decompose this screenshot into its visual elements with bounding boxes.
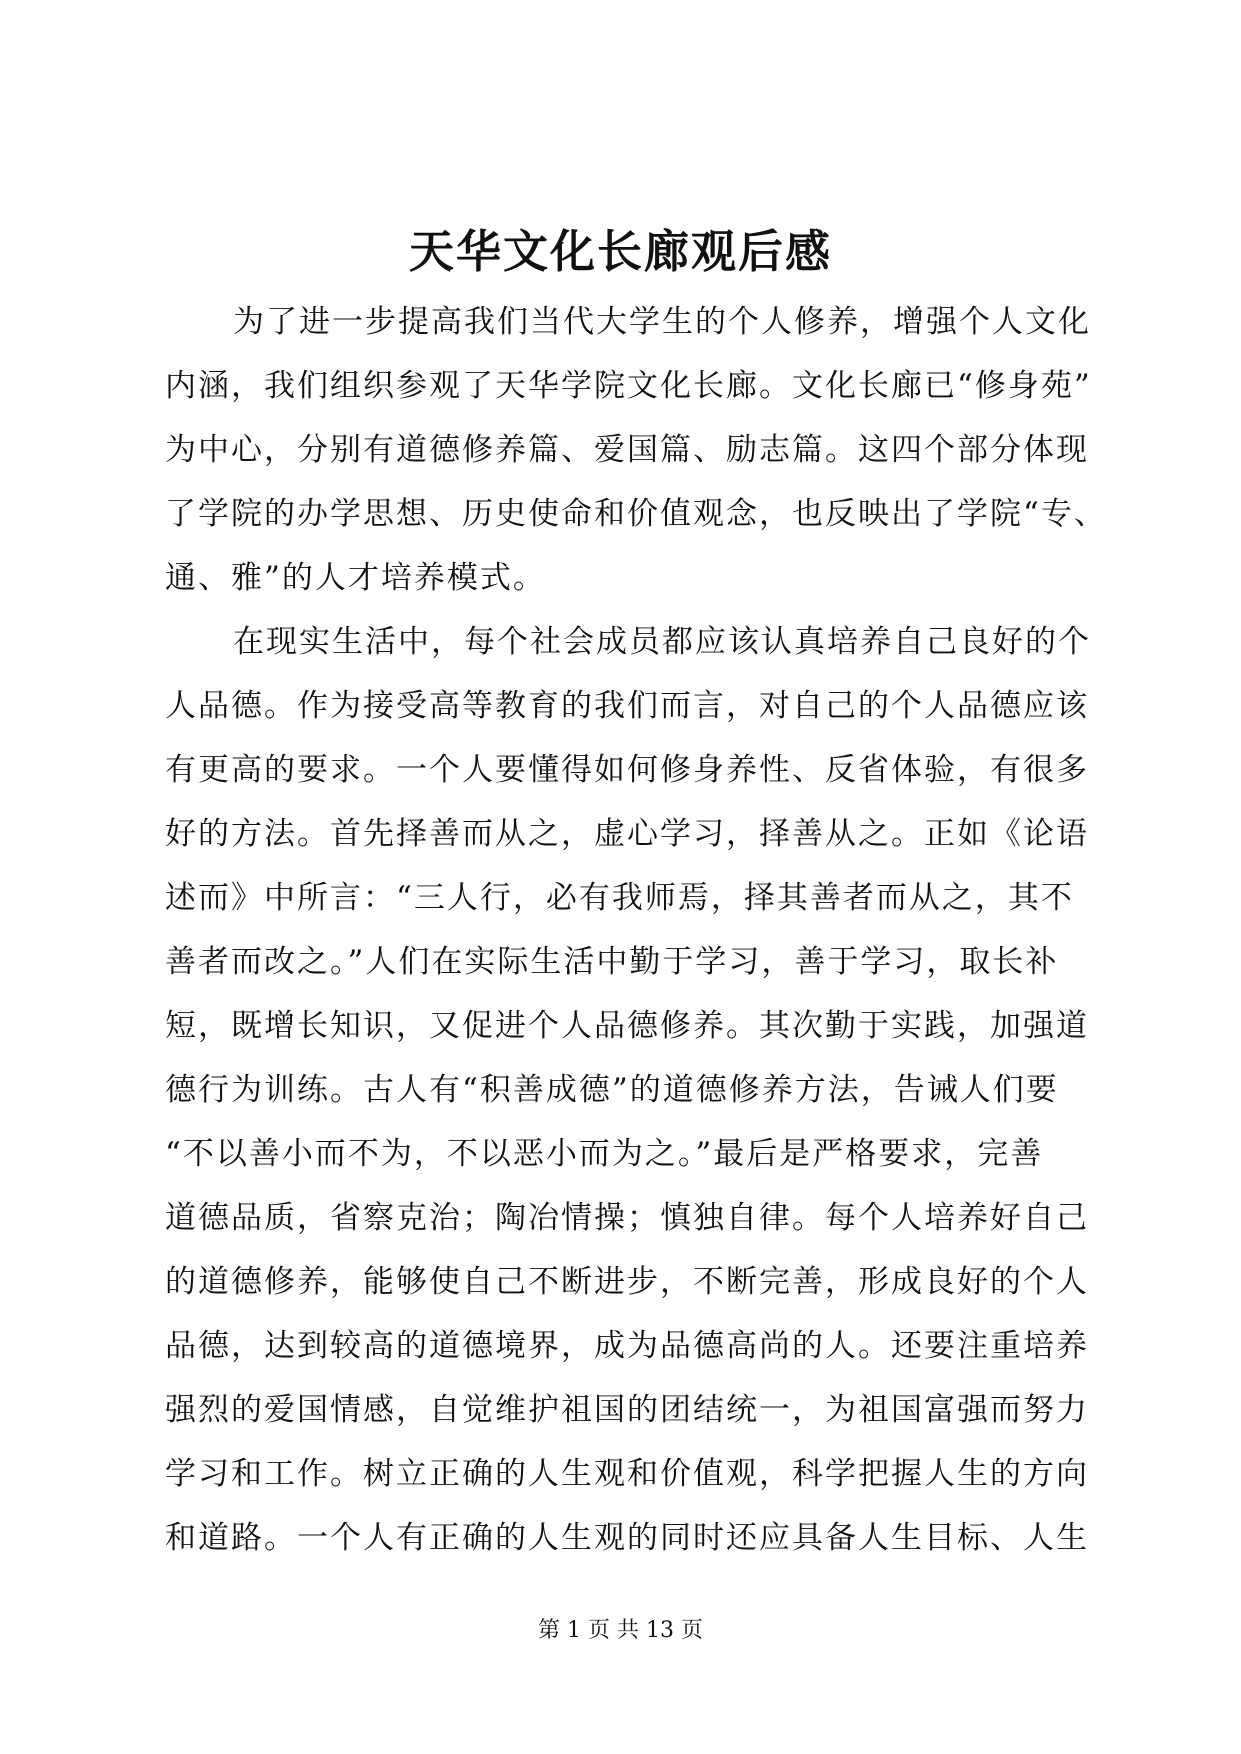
text-line: 人品德。作为接受高等教育的我们而言，对自己的个人品德应该	[165, 688, 1089, 724]
text-line: “不以善小而不为，不以恶小而为之。”最后是严格要求，完善	[165, 1136, 1044, 1172]
paragraph-2	[165, 610, 1091, 1570]
paragraph-1	[165, 290, 1107, 610]
text-line: 有更高的要求。一个人要懂得如何修身养性、反省体验，有很多	[165, 752, 1089, 788]
text-line: 学习和工作。树立正确的人生观和价值观，科学把握人生的方向	[165, 1456, 1089, 1492]
document-title: 天华文化长廊观后感	[408, 225, 832, 278]
text-line: 了学院的办学思想、历史使命和价值观念，也反映出了学院“专、	[165, 496, 1107, 532]
text-line: 短，既增长知识，又促进个人品德修养。其次勤于实践，加强道	[165, 1008, 1089, 1044]
text-line: 为了进一步提高我们当代大学生的个人修养，增强个人文化	[233, 304, 1091, 340]
text-line: 内涵，我们组织参观了天华学院文化长廊。文化长廊已“修身苑”	[165, 368, 1092, 404]
document-body	[165, 290, 1107, 1570]
text-line: 和道路。一个人有正确的人生观的同时还应具备人生目标、人生	[165, 1520, 1089, 1556]
text-line: 德行为训练。古人有“积善成德”的道德修养方法，告诫人们要	[165, 1072, 1059, 1108]
text-line: 在现实生活中，每个社会成员都应该认真培养自己良好的个	[233, 624, 1091, 660]
text-line: 品德，达到较高的道德境界，成为品德高尚的人。还要注重培养	[165, 1328, 1089, 1364]
text-line: 述而》中所言：“三人行，必有我师焉，择其善者而从之，其不	[165, 880, 1074, 916]
text-line: 道德品质，省察克治；陶冶情操；慎独自律。每个人培养好自己	[165, 1200, 1089, 1236]
text-line: 善者而改之。”人们在实际生活中勤于学习，善于学习，取长补	[165, 944, 1059, 980]
text-line: 强烈的爱国情感，自觉维护祖国的团结统一，为祖国富强而努力	[165, 1392, 1089, 1428]
page-footer: 第 1 页 共 13 页	[538, 1618, 703, 1643]
text-line: 的道德修养，能够使自己不断进步，不断完善，形成良好的个人	[165, 1264, 1089, 1300]
text-line: 为中心，分别有道德修养篇、爱国篇、励志篇。这四个部分体现	[165, 432, 1089, 468]
text-line: 通、雅”的人才培养模式。	[165, 560, 546, 596]
text-line: 好的方法。首先择善而从之，虚心学习，择善从之。正如《论语	[165, 816, 1089, 852]
